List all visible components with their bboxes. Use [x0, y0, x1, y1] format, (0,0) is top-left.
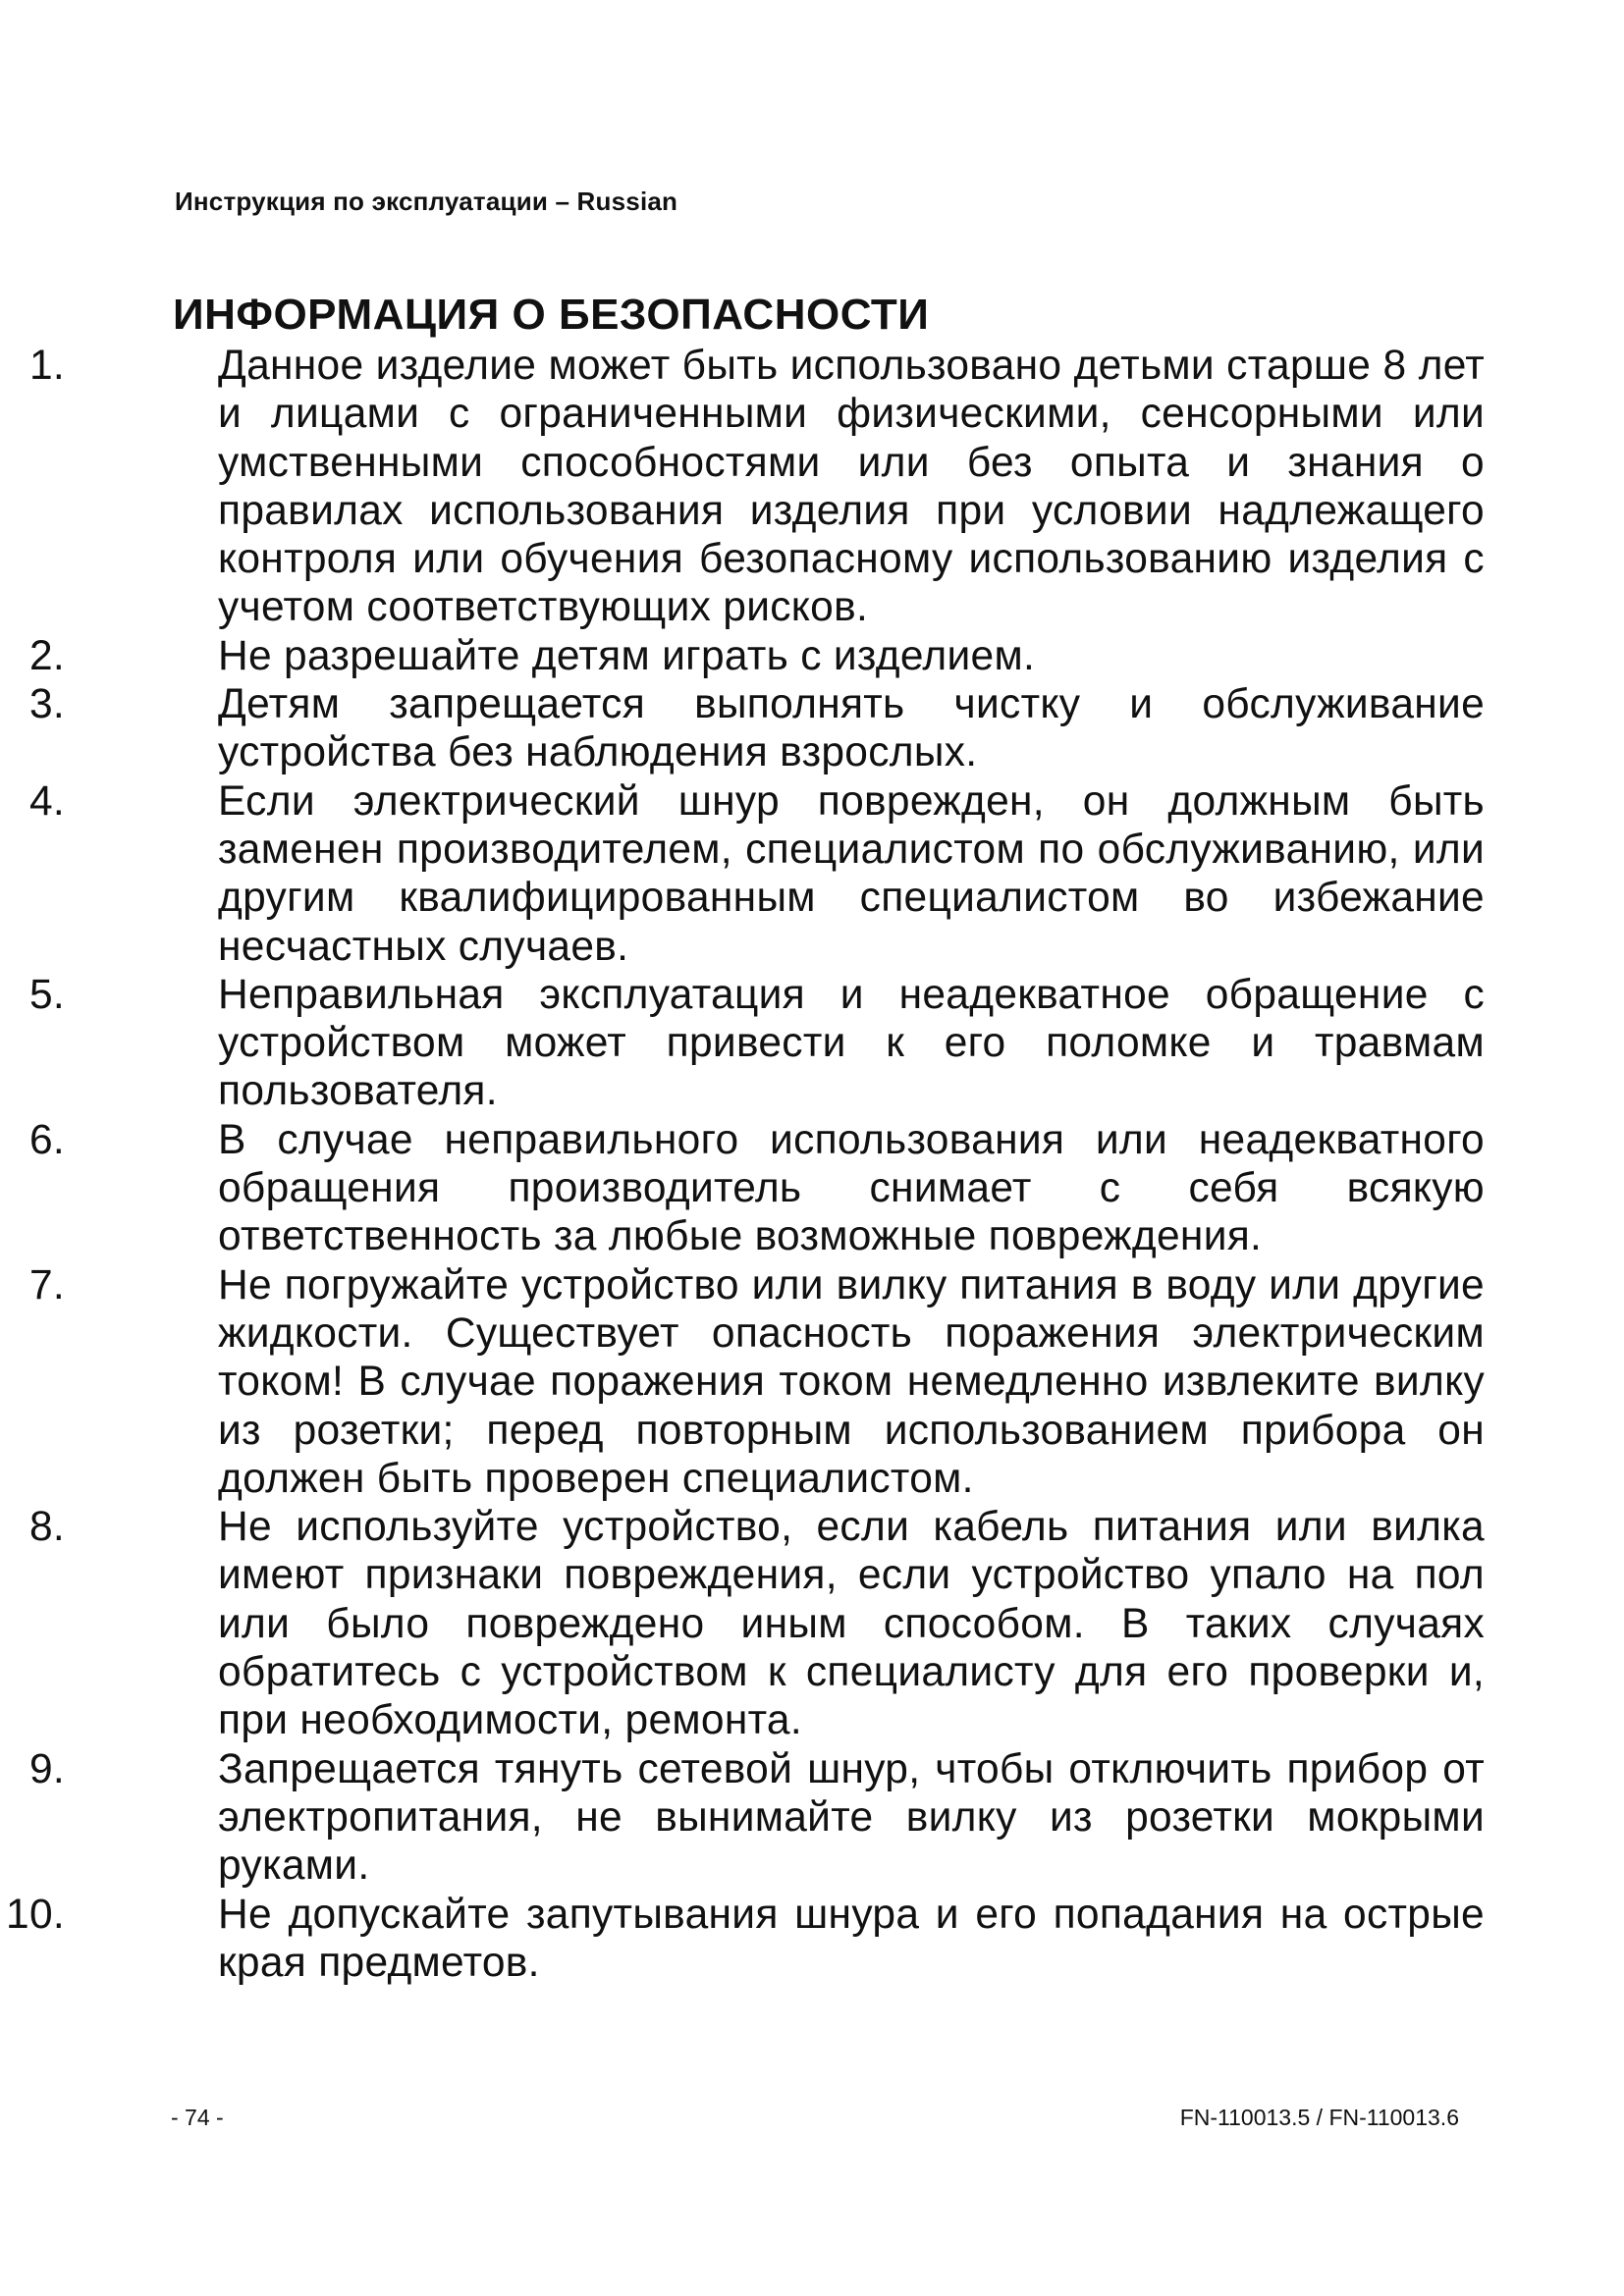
model-number: FN-110013.5 / FN-110013.6: [1179, 2105, 1459, 2130]
list-item: [0, 1116, 1485, 1261]
list-item: [0, 342, 1485, 632]
item-text: Данное изделие может быть использовано детьми старше 8 лет и лицами с ограниченными физическими, сенсорными или умственными способностями или без опыта и знания о правилах использования изделия при условии надлежащего контроля или обучения безопасному использованию изделия с учетом соответствующих рисков.: [218, 343, 1485, 631]
item-text: Неправильная эксплуатация и неадекватное обращение с устройством может привести к его поломке и травмам пользователя.: [218, 971, 1485, 1115]
item-text: Не допускайте запутывания шнура и его попадания на острые края предметов.: [218, 1891, 1485, 1986]
item-number: 7.: [28, 1261, 65, 1308]
item-text: Если электрический шнур поврежден, он должным быть заменен производителем, специалистом по обслуживанию, или другим квалифицированным специалистом во избежание несчастных случаев.: [218, 777, 1485, 970]
item-text: Не разрешайте детям играть с изделием.: [218, 632, 1036, 679]
item-number: 4.: [28, 777, 65, 825]
page-number: - 74 -: [171, 2105, 224, 2130]
item-text: Не погружайте устройство или вилку питания в воду или другие жидкости. Существует опасность поражения электрическим током! В случае поражения током немедленно извлеките вилку из розетки; перед повторным использованием прибора он должен быть проверен специалистом.: [218, 1261, 1485, 1502]
item-number: 3.: [28, 681, 65, 728]
item-number: 1.: [28, 343, 65, 389]
item-text: Запрещается тянуть сетевой шнур, чтобы отключить прибор от электропитания, не вынимайте вилку из розетки мокрыми руками.: [218, 1745, 1485, 1890]
item-number: 9.: [28, 1745, 65, 1792]
item-number: 10.: [6, 1891, 65, 1938]
item-text: Не используйте устройство, если кабель питания или вилка имеют признаки повреждения, если устройство упало на пол или было повреждено иным способом. В таких случаях обратитесь с устройством к специалисту для его проверки и, при необходимости, ремонта.: [218, 1504, 1485, 1744]
list-item: [0, 680, 1485, 777]
list-item: [0, 1503, 1485, 1744]
item-number: 5.: [28, 971, 65, 1018]
item-number: 2.: [28, 632, 65, 679]
list-item: [0, 971, 1485, 1116]
item-text: Детям запрещается выполнять чистку и обслуживание устройства без наблюдения взрослых.: [218, 681, 1485, 776]
safety-instructions-list: [0, 342, 1624, 1987]
list-item: [0, 1261, 1485, 1503]
item-number: 6.: [28, 1116, 65, 1163]
list-item: [0, 1891, 1485, 1988]
document-header-label: Инструкция по эксплуатации – Russian: [175, 187, 678, 216]
list-item: [0, 777, 1485, 971]
item-number: 8.: [28, 1504, 65, 1551]
list-item: [0, 632, 1485, 680]
section-title: ИНФОРМАЦИЯ О БЕЗОПАСНОСТИ: [173, 291, 930, 339]
item-text: В случае неправильного использования или неадекватного обращения производитель снимает с себя всякую ответственность за любые возможные повреждения.: [218, 1116, 1485, 1260]
list-item: [0, 1745, 1485, 1891]
